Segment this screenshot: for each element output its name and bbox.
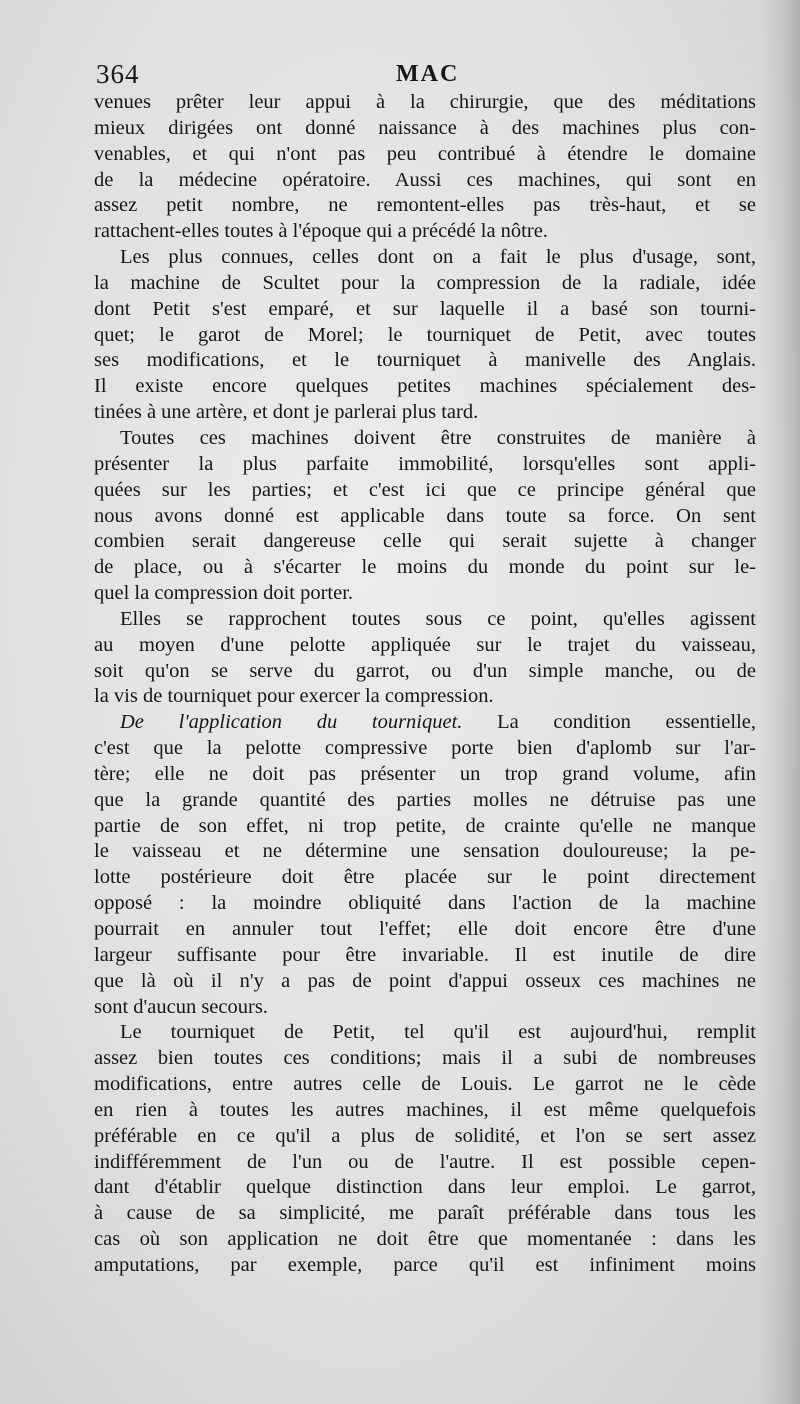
text-line: cas où son application ne doit être que momentanée : dans les [94, 1228, 756, 1251]
text-line: venues prêter leur appui à la chirurgie, que des méditations [94, 91, 756, 113]
text-line: sont d'aucun secours. [94, 995, 268, 1018]
text-line: dont Petit s'est emparé, et sur laquelle il a basé son tourni- [94, 297, 756, 320]
text-line: le vaisseau et ne détermine une sensation douloureuse; la pe- [94, 840, 756, 863]
text-line: indifféremment de l'un ou de l'autre. Il est possible cepen- [94, 1150, 756, 1173]
text-line: tinées à une artère, et dont je parlerai plus tard. [94, 401, 479, 424]
text-line: mieux dirigées ont donné naissance à des machines plus con- [94, 116, 756, 139]
text-line: que là où il n'y a pas de point d'appui osseux ces machines ne [94, 969, 756, 992]
text-line: Les plus connues, celles dont on a fait le plus d'usage, sont, [120, 246, 756, 269]
text-line: amputations, par exemple, parce qu'il est infiniment moins [94, 1253, 756, 1276]
text-line: soit qu'on se serve du garrot, ou d'un simple manche, ou de [94, 659, 756, 682]
text-line: opposé : la moindre obliquité dans l'action de la machine [94, 892, 756, 915]
page-edge-shadow [760, 0, 800, 1404]
text-line: Il existe encore quelques petites machines spécialement des- [94, 375, 756, 398]
text-line: au moyen d'une pelotte appliquée sur le trajet du vaisseau, [94, 633, 756, 656]
text-line: Le tourniquet de Petit, tel qu'il est aujourd'hui, remplit [120, 1021, 756, 1044]
text-line: Toutes ces machines doivent être construites de manière à [120, 426, 756, 449]
text-line: dant d'établir quelque distinction dans leur emploi. Le garrot, [94, 1176, 756, 1199]
text-line: venables, et qui n'ont pas peu contribué à étendre le domaine [94, 142, 756, 165]
text-line: quel la compression doit porter. [94, 582, 354, 605]
section-heading: De l'application du tourniquet. [120, 711, 463, 734]
text-line: de la médecine opératoire. Aussi ces machines, qui sont en [94, 168, 756, 191]
text-line: assez bien toutes ces conditions; mais il a subi de nombreuses [94, 1047, 756, 1070]
text-line: largeur suffisante pour être invariable. Il est inutile de dire [94, 943, 756, 966]
text-line: à cause de sa simplicité, me paraît préférable dans tous les [94, 1202, 756, 1225]
text-line: que la grande quantité des parties molles ne détruise pas une [94, 788, 756, 811]
page-header [96, 54, 756, 94]
text-line: nous avons donné est applicable dans toute sa force. On sent [94, 504, 756, 527]
text-run: La condition essentielle, [462, 711, 756, 734]
text-line: modifications, entre autres celle de Louis. Le garrot ne le cède [94, 1073, 756, 1096]
text-line: pourrait en annuler tout l'effet; elle doit encore être d'une [94, 918, 756, 940]
text-line: la vis de tourniquet pour exercer la compression. [94, 685, 494, 708]
body-text [94, 90, 756, 1279]
text-line: assez petit nombre, ne remontent-elles pas très-haut, et se [94, 194, 756, 217]
text-line: la machine de Scultet pour la compression de la radiale, idée [94, 271, 756, 294]
text-line: préférable en ce qu'il a plus de solidité, et l'on se sert assez [94, 1124, 756, 1147]
text-line: combien serait dangereuse celle qui serait sujette à changer [94, 530, 756, 553]
text-line: Elles se rapprochent toutes sous ce point, qu'elles agissent [120, 607, 756, 630]
text-line: tère; elle ne doit pas présenter un trop grand volume, afin [94, 762, 756, 785]
text-line: quées sur les parties; et c'est ici que ce principe général que [94, 478, 756, 501]
text-line: rattachent-elles toutes à l'époque qui a précédé la nôtre. [94, 220, 548, 243]
text-line [94, 710, 756, 736]
text-line: en rien à toutes les autres machines, il est même quelquefois [94, 1098, 756, 1121]
text-line: partie de son effet, ni trop petite, de crainte qu'elle ne manque [94, 814, 756, 837]
text-line: lotte postérieure doit être placée sur le point directement [94, 866, 756, 889]
text-line: de place, ou à s'écarter le moins du monde du point sur le- [94, 556, 756, 579]
text-line: c'est que la pelotte compressive porte bien d'aplomb sur l'ar- [94, 737, 756, 760]
page-number: 364 [96, 59, 140, 89]
running-head: MAC [396, 61, 460, 87]
text-line: ses modifications, et le tourniquet à manivelle des Anglais. [94, 349, 756, 372]
text-line: quet; le garot de Morel; le tourniquet de Petit, avec toutes [94, 323, 756, 346]
text-line: présenter la plus parfaite immobilité, lorsqu'elles sont appli- [94, 452, 756, 475]
